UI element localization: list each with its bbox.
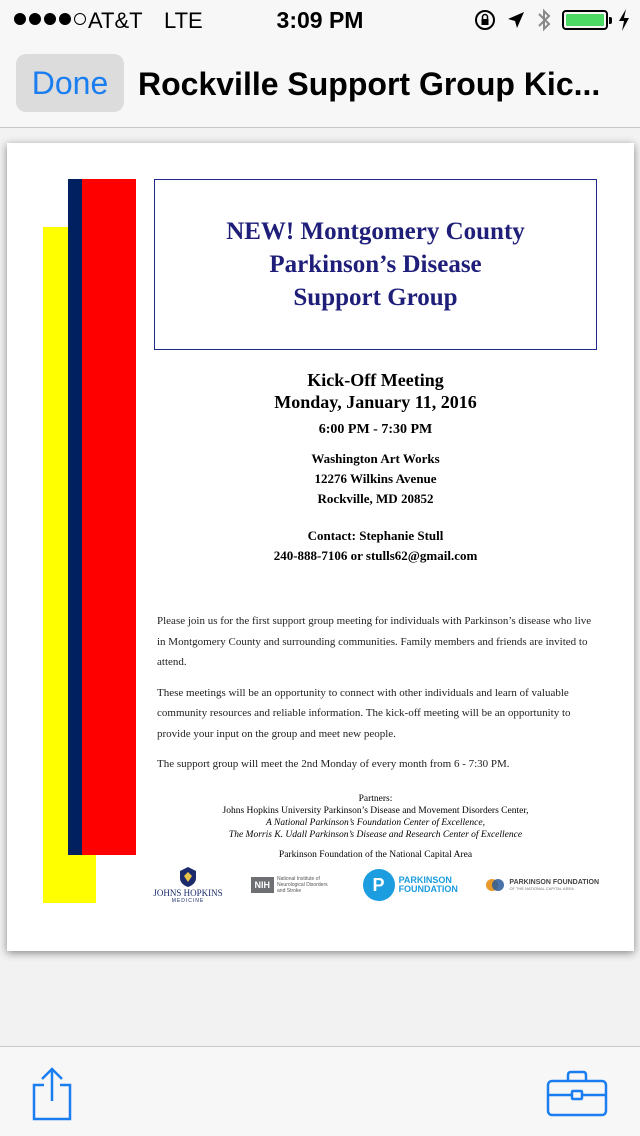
paragraph: The support group will meet the 2nd Monday of every month from 6 - 7:30 PM. bbox=[157, 758, 510, 770]
pf-badge-icon: P bbox=[363, 869, 395, 901]
partners-section bbox=[154, 793, 597, 861]
partner-logos bbox=[153, 863, 599, 907]
charging-icon bbox=[618, 9, 630, 31]
nih-ninds-logo: NIH National Institute of Neurological Disorders and Stroke bbox=[251, 876, 336, 894]
pfnca-logo: PARKINSON FOUNDATION OF THE NATIONAL CAPITAL AREA bbox=[485, 876, 599, 894]
paragraph: Please join us for the first support group meeting for individuals with Parkinson’s disease who live in Montgomery County and surrounding communities. Family members and friends are invited to attend. bbox=[157, 615, 592, 668]
venue-street: 12276 Wilkins Avenue bbox=[314, 471, 437, 486]
pfnca-mark-icon bbox=[485, 876, 505, 894]
document-title: Rockville Support Group Kic... bbox=[138, 66, 601, 102]
share-icon bbox=[28, 1065, 76, 1121]
status-bar bbox=[0, 0, 640, 40]
partner-line: A National Parkinson’s Foundation Center of Excellence, bbox=[266, 818, 485, 828]
venue-city: Rockville, MD 20852 bbox=[317, 491, 434, 506]
location-icon bbox=[506, 10, 526, 30]
network-type: LTE bbox=[164, 8, 203, 33]
navigation-bar bbox=[0, 40, 640, 128]
document-page[interactable] bbox=[7, 143, 634, 951]
paragraph: These meetings will be an opportunity to connect with other individuals and learn of valuable community resources and reliable information. The kick-off meeting will be an opportunity to provide your input on the group and meet new people. bbox=[157, 686, 571, 740]
flyer-title-box bbox=[154, 179, 597, 350]
parkinson-foundation-logo: P PARKINSON FOUNDATION bbox=[363, 869, 458, 901]
toolbox-button[interactable] bbox=[544, 1069, 610, 1119]
flyer-body bbox=[157, 611, 597, 785]
johns-hopkins-logo: JOHNS HOPKINS MEDICINE bbox=[153, 866, 223, 904]
partners-heading: Partners: bbox=[358, 794, 393, 804]
contact-info bbox=[154, 526, 597, 566]
bottom-toolbar bbox=[0, 1046, 640, 1136]
flyer-title-line-2: Parkinson’s Disease bbox=[269, 251, 482, 278]
partner-line: Parkinson Foundation of the National Capital Area bbox=[278, 850, 473, 860]
venue-name: Washington Art Works bbox=[311, 451, 440, 466]
done-button[interactable]: Done bbox=[16, 54, 124, 112]
event-heading: Kick-Off Meeting bbox=[307, 370, 444, 390]
flyer-title-line-1: NEW! Montgomery County bbox=[226, 218, 525, 245]
contact-name: Contact: Stephanie Stull bbox=[307, 528, 444, 543]
battery-icon bbox=[562, 10, 608, 30]
contact-details: 240-888-7106 or stulls62@gmail.com bbox=[273, 548, 478, 563]
orientation-lock-icon bbox=[474, 9, 496, 31]
carrier-name: AT&T bbox=[88, 8, 143, 33]
status-time: 3:09 PM bbox=[276, 7, 364, 33]
event-date: Monday, January 11, 2016 bbox=[274, 392, 477, 412]
partner-line: The Morris K. Udall Parkinson’s Disease and Research Center of Excellence bbox=[228, 830, 523, 840]
event-details bbox=[154, 369, 597, 442]
event-time: 6:00 PM - 7:30 PM bbox=[318, 422, 433, 437]
status-icons bbox=[474, 7, 630, 33]
flyer-title-line-3: Support Group bbox=[293, 284, 458, 311]
toolbox-icon bbox=[544, 1069, 610, 1119]
johns-hopkins-shield-icon bbox=[178, 866, 198, 888]
venue-address bbox=[154, 449, 597, 509]
partner-line: Johns Hopkins University Parkinson’s Disease and Movement Disorders Center, bbox=[222, 806, 529, 816]
share-button[interactable] bbox=[28, 1065, 76, 1121]
red-decorative-bar bbox=[82, 179, 136, 855]
bluetooth-icon bbox=[536, 7, 552, 33]
